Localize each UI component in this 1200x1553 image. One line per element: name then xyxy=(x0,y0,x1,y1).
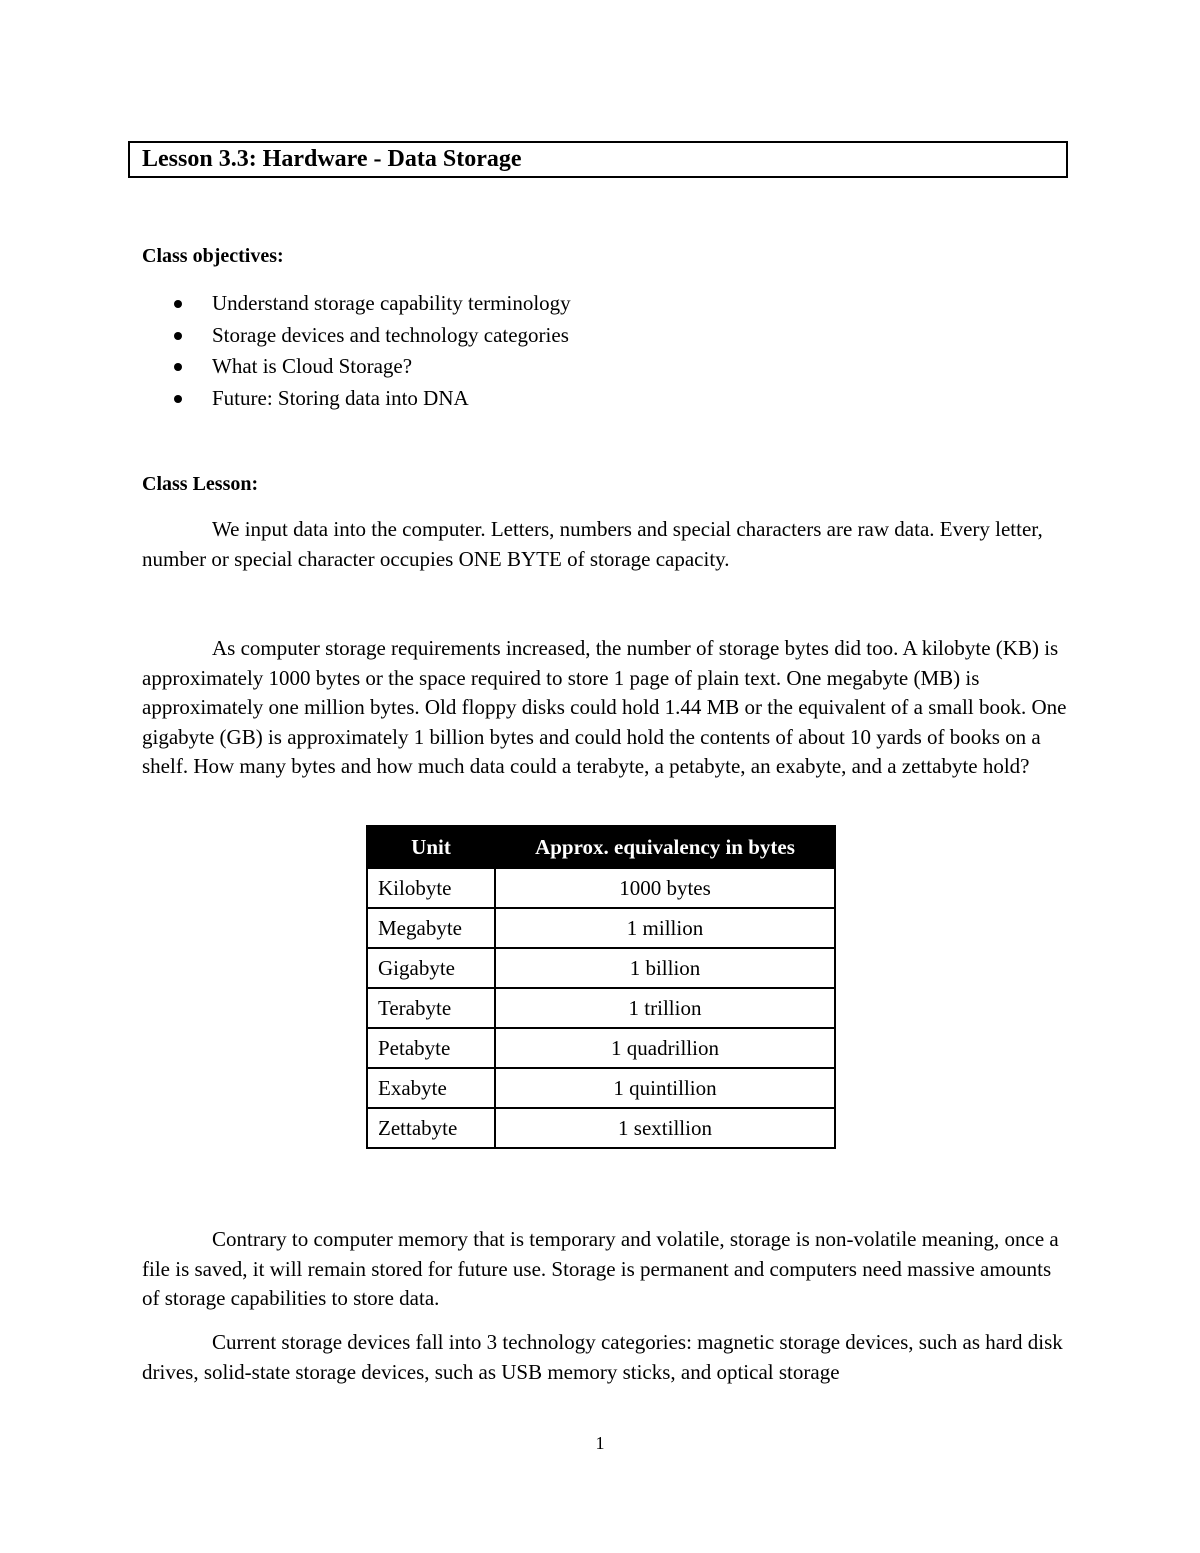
lesson-title: Lesson 3.3: Hardware - Data Storage xyxy=(142,146,522,172)
unit-cell: Exabyte xyxy=(367,1068,495,1108)
unit-cell: Terabyte xyxy=(367,988,495,1028)
bullet-icon xyxy=(174,332,182,340)
lesson-title-box xyxy=(128,141,1068,178)
lesson-paragraph-3: Contrary to computer memory that is temporary and volatile, storage is non-volatile meaning, once a file is saved, it will remain stored for future use. Storage is permanent and computers need massive amounts of storage capabilities to store data. xyxy=(142,1227,1059,1310)
unit-cell: Kilobyte xyxy=(367,868,495,908)
page-number: 1 xyxy=(595,1433,605,1453)
objective-text: Storage devices and technology categories xyxy=(212,322,569,347)
objective-item xyxy=(172,352,571,384)
lesson-paragraph-4: Current storage devices fall into 3 technology categories: magnetic storage devices, such as hard disk drives, solid-state storage devices, such as USB memory sticks, and optical storage xyxy=(142,1330,1063,1384)
lesson-heading: Class Lesson: xyxy=(142,473,259,495)
lesson-paragraph-2: As computer storage requirements increased, the number of storage bytes did too. A kilobyte (KB) is approximately 1000 bytes or the space required to store 1 page of plain text. One megabyte (MB) is approximately one million bytes. Old floppy disks could hold 1.44 MB or the equivalent of a small book. One gigabyte (GB) is approximately 1 billion bytes and could hold the contents of about 10 yards of books on a shelf. How many bytes and how much data could a terabyte, a petabyte, an exabyte, and a zettabyte hold? xyxy=(142,636,1067,778)
objective-item xyxy=(172,321,571,353)
value-cell: 1 sextillion xyxy=(495,1108,835,1148)
unit-cell: Megabyte xyxy=(367,908,495,948)
value-cell: 1 trillion xyxy=(495,988,835,1028)
objective-text: What is Cloud Storage? xyxy=(212,354,413,378)
value-cell: 1 million xyxy=(495,908,835,948)
table-row xyxy=(367,1028,835,1068)
unit-cell: Zettabyte xyxy=(367,1108,495,1148)
objectives-list xyxy=(172,289,571,415)
column-header-unit: Unit xyxy=(367,826,495,868)
objective-item xyxy=(172,384,571,416)
lesson-paragraph-1: We input data into the computer. Letters, numbers and special characters are raw data. Every letter, number or special character occupies ONE BYTE of storage capacity. xyxy=(142,517,1043,571)
value-cell: 1 quadrillion xyxy=(495,1028,835,1068)
value-cell: 1 quintillion xyxy=(495,1068,835,1108)
table-row xyxy=(367,1108,835,1148)
unit-cell: Petabyte xyxy=(367,1028,495,1068)
table-row xyxy=(367,988,835,1028)
column-header-bytes: Approx. equivalency in bytes xyxy=(495,826,835,868)
objective-text: Future: Storing data into DNA xyxy=(212,385,469,410)
table-row xyxy=(367,908,835,948)
unit-cell: Gigabyte xyxy=(367,948,495,988)
table-header-row xyxy=(367,826,835,868)
value-cell: 1 billion xyxy=(495,948,835,988)
value-cell: 1000 bytes xyxy=(495,868,835,908)
bullet-icon xyxy=(174,395,182,403)
storage-units-table xyxy=(366,825,836,1149)
table-row xyxy=(367,1068,835,1108)
objective-item xyxy=(172,289,571,321)
bullet-icon xyxy=(174,363,182,371)
bullet-icon xyxy=(174,300,182,308)
objectives-heading: Class objectives: xyxy=(142,245,284,267)
objective-text: Understand storage capability terminology xyxy=(212,291,571,315)
table-row xyxy=(367,948,835,988)
table-row xyxy=(367,868,835,908)
